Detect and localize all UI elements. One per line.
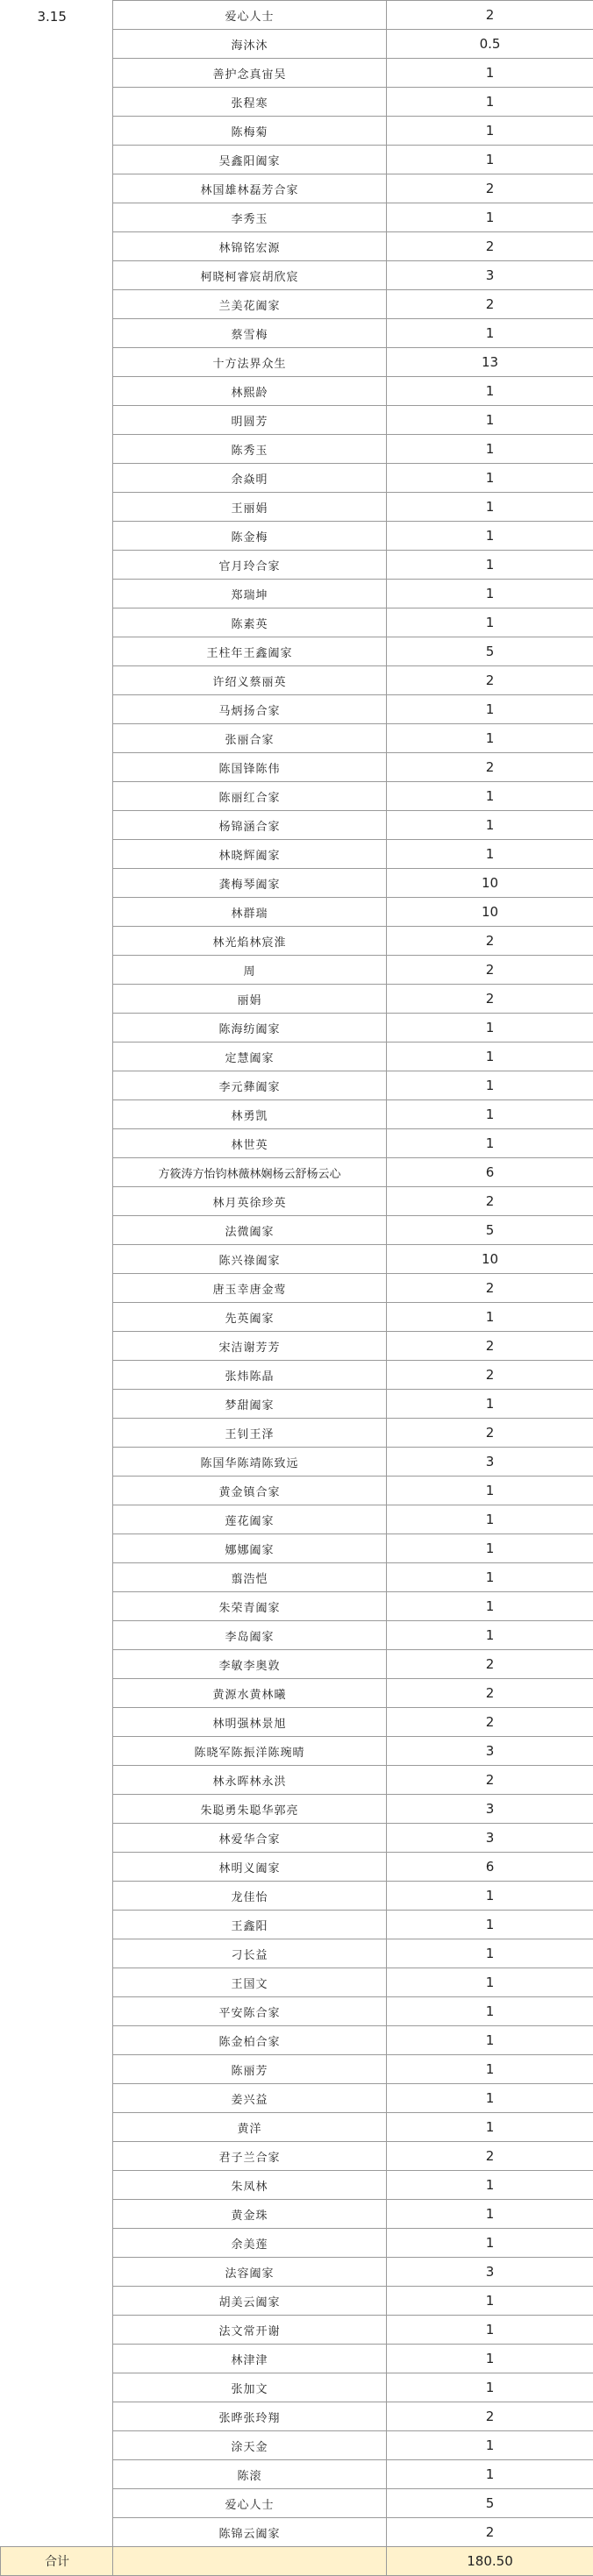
donor-name-cell: 十方法界众生 bbox=[113, 348, 387, 377]
amount-cell: 1 bbox=[387, 2431, 593, 2460]
donor-name-cell: 王鑫阳 bbox=[113, 1911, 387, 1939]
donor-name-cell: 陈素英 bbox=[113, 608, 387, 637]
donor-name-cell: 黄金珠 bbox=[113, 2200, 387, 2229]
amount-cell: 1 bbox=[387, 464, 593, 493]
donor-name-cell: 涂天金 bbox=[113, 2431, 387, 2460]
amount-cell: 6 bbox=[387, 1853, 593, 1882]
donor-name-cell: 蔡雪梅 bbox=[113, 319, 387, 348]
amount-cell: 3 bbox=[387, 1795, 593, 1824]
amount-cell: 1 bbox=[387, 319, 593, 348]
amount-cell: 1 bbox=[387, 1968, 593, 1997]
amount-cell: 1 bbox=[387, 2229, 593, 2258]
amount-cell: 10 bbox=[387, 1245, 593, 1274]
donor-name-cell: 陈海纺阖家 bbox=[113, 1014, 387, 1042]
donor-name-cell: 爱心人士 bbox=[113, 2489, 387, 2518]
amount-cell: 1 bbox=[387, 435, 593, 464]
donor-name-cell: 林津津 bbox=[113, 2345, 387, 2373]
donor-name-cell: 陈兴祿阖家 bbox=[113, 1245, 387, 1274]
amount-cell: 1 bbox=[387, 146, 593, 174]
donor-name-cell: 陈金柏合家 bbox=[113, 2026, 387, 2055]
donor-name-cell: 法微阖家 bbox=[113, 1216, 387, 1245]
amount-cell: 5 bbox=[387, 2489, 593, 2518]
amount-cell: 1 bbox=[387, 377, 593, 406]
donor-name-cell: 刁长益 bbox=[113, 1939, 387, 1968]
amount-cell: 10 bbox=[387, 869, 593, 898]
amount-cell: 5 bbox=[387, 1216, 593, 1245]
amount-cell: 1 bbox=[387, 1100, 593, 1129]
donor-name-cell: 胡美云阖家 bbox=[113, 2287, 387, 2316]
amount-cell: 2 bbox=[387, 290, 593, 319]
date-cell: 3.15 bbox=[1, 1, 113, 2547]
donor-name-cell: 林永晖林永洪 bbox=[113, 1766, 387, 1795]
donor-name-cell: 陈晓军陈振洋陈琬晴 bbox=[113, 1737, 387, 1766]
amount-cell: 1 bbox=[387, 2026, 593, 2055]
donor-name-cell: 余美莲 bbox=[113, 2229, 387, 2258]
donor-name-cell: 张加文 bbox=[113, 2373, 387, 2402]
donor-name-cell: 梦甜阖家 bbox=[113, 1390, 387, 1419]
amount-cell: 1 bbox=[387, 840, 593, 869]
donor-name-cell: 王柱年王鑫阖家 bbox=[113, 637, 387, 666]
donor-name-cell: 周 bbox=[113, 956, 387, 985]
amount-cell: 1 bbox=[387, 59, 593, 88]
donor-name-cell: 林晓辉阖家 bbox=[113, 840, 387, 869]
donor-name-cell: 林明强林景旭 bbox=[113, 1708, 387, 1737]
amount-cell: 2 bbox=[387, 2142, 593, 2171]
amount-cell: 1 bbox=[387, 551, 593, 580]
amount-cell: 1 bbox=[387, 522, 593, 551]
amount-cell: 1 bbox=[387, 782, 593, 811]
donor-name-cell: 林明义阖家 bbox=[113, 1853, 387, 1882]
amount-cell: 1 bbox=[387, 1477, 593, 1505]
amount-cell: 1 bbox=[387, 117, 593, 146]
donor-name-cell: 王钊王泽 bbox=[113, 1419, 387, 1448]
donor-name-cell: 黄源水黄林曦 bbox=[113, 1679, 387, 1708]
donor-name-cell: 林锦铭宏源 bbox=[113, 232, 387, 261]
donor-name-cell: 张炜陈晶 bbox=[113, 1361, 387, 1390]
amount-cell: 1 bbox=[387, 608, 593, 637]
donor-name-cell: 陈锦云阖家 bbox=[113, 2518, 387, 2547]
donor-name-cell: 莲花阖家 bbox=[113, 1505, 387, 1534]
amount-cell: 2 bbox=[387, 1766, 593, 1795]
amount-cell: 1 bbox=[387, 2171, 593, 2200]
amount-cell: 1 bbox=[387, 1014, 593, 1042]
donor-name-cell: 吴鑫阳阖家 bbox=[113, 146, 387, 174]
amount-cell: 2 bbox=[387, 927, 593, 956]
donor-name-cell: 君子兰合家 bbox=[113, 2142, 387, 2171]
donor-name-cell: 黄洋 bbox=[113, 2113, 387, 2142]
donor-name-cell: 朱凤林 bbox=[113, 2171, 387, 2200]
amount-cell: 3 bbox=[387, 2258, 593, 2287]
amount-cell: 2 bbox=[387, 174, 593, 203]
donor-name-cell: 李敏李奥敦 bbox=[113, 1650, 387, 1679]
amount-cell: 1 bbox=[387, 811, 593, 840]
amount-cell: 1 bbox=[387, 1071, 593, 1100]
amount-cell: 6 bbox=[387, 1158, 593, 1187]
amount-cell: 1 bbox=[387, 1505, 593, 1534]
donor-name-cell: 陈丽芳 bbox=[113, 2055, 387, 2084]
total-name-blank bbox=[113, 2547, 387, 2576]
donor-name-cell: 陈滚 bbox=[113, 2460, 387, 2489]
donor-name-cell: 爱心人士 bbox=[113, 1, 387, 30]
amount-cell: 1 bbox=[387, 580, 593, 608]
donor-name-cell: 李岛阖家 bbox=[113, 1621, 387, 1650]
donor-name-cell: 方筱涛方怡钧林薇林娴杨云舒杨云心 bbox=[113, 1158, 387, 1187]
amount-cell: 5 bbox=[387, 637, 593, 666]
donor-name-cell: 林爱华合家 bbox=[113, 1824, 387, 1853]
amount-cell: 1 bbox=[387, 1563, 593, 1592]
amount-cell: 2 bbox=[387, 1361, 593, 1390]
donor-name-cell: 王丽娟 bbox=[113, 493, 387, 522]
amount-cell: 1 bbox=[387, 203, 593, 232]
amount-cell: 1 bbox=[387, 695, 593, 724]
amount-cell: 2 bbox=[387, 2402, 593, 2431]
donor-name-cell: 陈梅菊 bbox=[113, 117, 387, 146]
donor-name-cell: 王国文 bbox=[113, 1968, 387, 1997]
amount-cell: 2 bbox=[387, 753, 593, 782]
amount-cell: 1 bbox=[387, 1882, 593, 1911]
donor-name-cell: 林国雄林磊芳合家 bbox=[113, 174, 387, 203]
donor-name-cell: 明圆芳 bbox=[113, 406, 387, 435]
donor-name-cell: 林群瑞 bbox=[113, 898, 387, 927]
donor-name-cell: 黄金镇合家 bbox=[113, 1477, 387, 1505]
donor-name-cell: 翦浩恺 bbox=[113, 1563, 387, 1592]
amount-cell: 2 bbox=[387, 2518, 593, 2547]
amount-cell: 2 bbox=[387, 1708, 593, 1737]
donor-name-cell: 李元彝阖家 bbox=[113, 1071, 387, 1100]
donor-name-cell: 法文常开谢 bbox=[113, 2316, 387, 2345]
donor-name-cell: 兰美花阖家 bbox=[113, 290, 387, 319]
donor-name-cell: 马炳扬合家 bbox=[113, 695, 387, 724]
amount-cell: 2 bbox=[387, 1187, 593, 1216]
amount-cell: 1 bbox=[387, 1042, 593, 1071]
amount-cell: 2 bbox=[387, 1332, 593, 1361]
donor-name-cell: 姜兴益 bbox=[113, 2084, 387, 2113]
amount-cell: 1 bbox=[387, 1303, 593, 1332]
donor-name-cell: 林月英徐珍英 bbox=[113, 1187, 387, 1216]
donor-name-cell: 林光焰林宸淮 bbox=[113, 927, 387, 956]
amount-cell: 2 bbox=[387, 666, 593, 695]
amount-cell: 1 bbox=[387, 2055, 593, 2084]
table-row bbox=[1, 1, 593, 30]
donor-name-cell: 林世英 bbox=[113, 1129, 387, 1158]
amount-cell: 0.5 bbox=[387, 30, 593, 59]
amount-cell: 1 bbox=[387, 406, 593, 435]
donor-name-cell: 朱聪勇朱聪华郭亮 bbox=[113, 1795, 387, 1824]
donor-name-cell: 李秀玉 bbox=[113, 203, 387, 232]
donor-name-cell: 陈金梅 bbox=[113, 522, 387, 551]
donor-name-cell: 定慧阖家 bbox=[113, 1042, 387, 1071]
donor-name-cell: 朱荣青阖家 bbox=[113, 1592, 387, 1621]
amount-cell: 1 bbox=[387, 2084, 593, 2113]
amount-cell: 1 bbox=[387, 88, 593, 117]
donor-name-cell: 龚梅琴阖家 bbox=[113, 869, 387, 898]
donor-name-cell: 林熙龄 bbox=[113, 377, 387, 406]
amount-cell: 2 bbox=[387, 232, 593, 261]
donor-name-cell: 张程寒 bbox=[113, 88, 387, 117]
amount-cell: 1 bbox=[387, 724, 593, 753]
amount-cell: 2 bbox=[387, 1419, 593, 1448]
amount-cell: 2 bbox=[387, 985, 593, 1014]
amount-cell: 3 bbox=[387, 1448, 593, 1477]
donor-name-cell: 杨锦涵合家 bbox=[113, 811, 387, 840]
amount-cell: 1 bbox=[387, 1997, 593, 2026]
donor-name-cell: 善护念真宙吴 bbox=[113, 59, 387, 88]
donor-name-cell: 平安陈合家 bbox=[113, 1997, 387, 2026]
donor-name-cell: 陈秀玉 bbox=[113, 435, 387, 464]
amount-cell: 1 bbox=[387, 1129, 593, 1158]
amount-cell: 1 bbox=[387, 493, 593, 522]
donor-name-cell: 法容阖家 bbox=[113, 2258, 387, 2287]
amount-cell: 1 bbox=[387, 1621, 593, 1650]
amount-cell: 10 bbox=[387, 898, 593, 927]
amount-cell: 13 bbox=[387, 348, 593, 377]
amount-cell: 3 bbox=[387, 1824, 593, 1853]
amount-cell: 1 bbox=[387, 1390, 593, 1419]
donation-table-body bbox=[1, 1, 593, 2576]
amount-cell: 1 bbox=[387, 2345, 593, 2373]
amount-cell: 3 bbox=[387, 1737, 593, 1766]
amount-cell: 1 bbox=[387, 2113, 593, 2142]
donor-name-cell: 余焱明 bbox=[113, 464, 387, 493]
total-amount: 180.50 bbox=[387, 2547, 593, 2576]
donor-name-cell: 娜娜阖家 bbox=[113, 1534, 387, 1563]
amount-cell: 1 bbox=[387, 2373, 593, 2402]
donor-name-cell: 柯晓柯睿宸胡欣宸 bbox=[113, 261, 387, 290]
amount-cell: 1 bbox=[387, 1534, 593, 1563]
donor-name-cell: 官月玲合家 bbox=[113, 551, 387, 580]
amount-cell: 1 bbox=[387, 1592, 593, 1621]
donor-name-cell: 林勇凯 bbox=[113, 1100, 387, 1129]
amount-cell: 1 bbox=[387, 1911, 593, 1939]
donor-name-cell: 海沐沐 bbox=[113, 30, 387, 59]
donor-name-cell: 张晔张玲翔 bbox=[113, 2402, 387, 2431]
donor-name-cell: 陈国锋陈伟 bbox=[113, 753, 387, 782]
amount-cell: 1 bbox=[387, 2287, 593, 2316]
donor-name-cell: 宋洁谢芳芳 bbox=[113, 1332, 387, 1361]
amount-cell: 2 bbox=[387, 956, 593, 985]
amount-cell: 2 bbox=[387, 1679, 593, 1708]
total-label: 合计 bbox=[1, 2547, 113, 2576]
amount-cell: 2 bbox=[387, 1274, 593, 1303]
amount-cell: 2 bbox=[387, 1, 593, 30]
donor-name-cell: 陈国华陈靖陈致远 bbox=[113, 1448, 387, 1477]
donor-name-cell: 陈丽红合家 bbox=[113, 782, 387, 811]
amount-cell: 1 bbox=[387, 1939, 593, 1968]
amount-cell: 1 bbox=[387, 2316, 593, 2345]
donor-name-cell: 丽娟 bbox=[113, 985, 387, 1014]
donor-name-cell: 张丽合家 bbox=[113, 724, 387, 753]
amount-cell: 1 bbox=[387, 2200, 593, 2229]
donor-name-cell: 唐玉幸唐金莺 bbox=[113, 1274, 387, 1303]
amount-cell: 1 bbox=[387, 2460, 593, 2489]
donor-name-cell: 龙佳怡 bbox=[113, 1882, 387, 1911]
donor-name-cell: 郑瑞坤 bbox=[113, 580, 387, 608]
total-row bbox=[1, 2547, 593, 2576]
amount-cell: 2 bbox=[387, 1650, 593, 1679]
donor-name-cell: 许绍义蔡丽英 bbox=[113, 666, 387, 695]
amount-cell: 3 bbox=[387, 261, 593, 290]
donor-name-cell: 先英阖家 bbox=[113, 1303, 387, 1332]
